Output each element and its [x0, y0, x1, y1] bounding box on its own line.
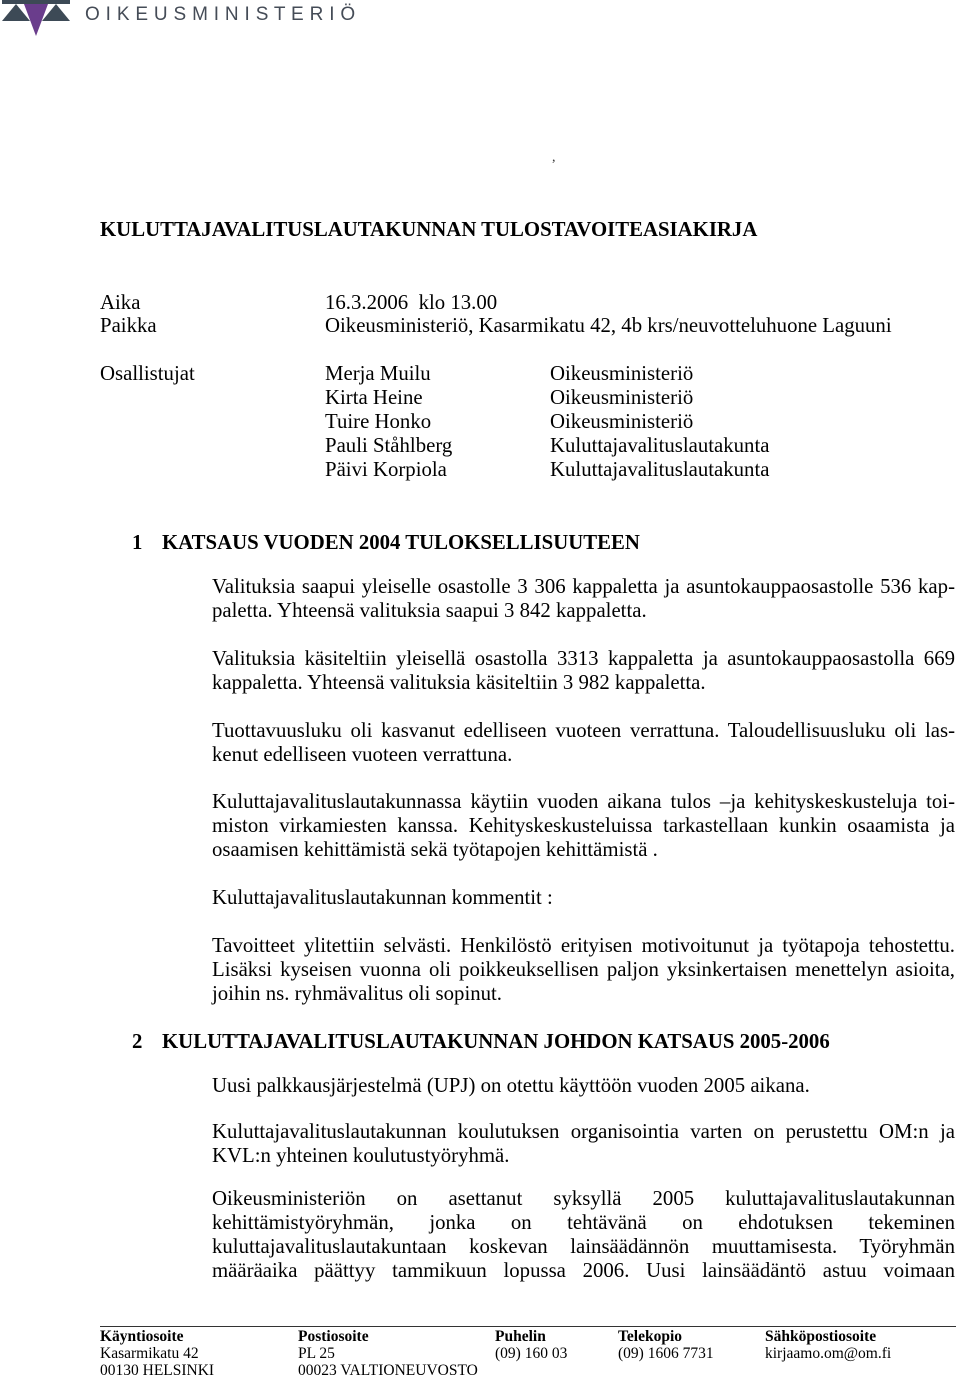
participant-name: Pauli Ståhlberg — [325, 434, 453, 457]
document-title: KULUTTAJAVALITUSLAUTAKUNNAN TULOSTAVOITEASIAKIRJA — [100, 218, 758, 241]
letterhead — [0, 0, 360, 40]
participant-name: Päivi Korpiola — [325, 458, 447, 481]
paragraph-line: osaamisen kehittämistä sekä työtapojen kehittämistä . — [212, 838, 658, 861]
participant-organization: Oikeusministeriö — [550, 362, 694, 385]
footer-label: Sähköpostiosoite — [765, 1328, 877, 1345]
participant-name: Tuire Honko — [325, 410, 432, 433]
paragraph — [212, 886, 955, 910]
section-number: 1 — [132, 531, 143, 554]
footer-value: kirjaamo.om@om.fi — [765, 1345, 892, 1362]
paragraph-line: Uusi palkkausjärjestelmä (UPJ) on otettu käyttöön vuoden 2005 aikana. — [212, 1074, 810, 1097]
paragraph — [212, 575, 955, 623]
participants-label: Osallistujat — [100, 362, 195, 385]
participant-organization: Oikeusministeriö — [550, 386, 694, 409]
footer-postal-address — [298, 1328, 478, 1379]
participant-row — [0, 386, 960, 410]
participant-row — [0, 362, 960, 386]
paragraph — [212, 934, 955, 1006]
footer-divider — [100, 1326, 956, 1327]
paragraph — [212, 719, 955, 767]
paragraph — [212, 790, 955, 862]
footer-value: 00023 VALTIONEUVOSTO — [298, 1362, 478, 1379]
footer-label: Telekopio — [618, 1328, 683, 1345]
organization-name: O I K E U S M I N I S T E R I Ö — [85, 4, 356, 25]
paragraph-line: Valituksia käsiteltiin yleisellä osastolla 3313 kappaletta ja asuntokauppaosastolla 669 — [212, 647, 955, 670]
document-title-row — [0, 218, 960, 242]
participant-row — [0, 434, 960, 458]
time-value: 16.3.2006 klo 13.00 — [325, 291, 498, 314]
paragraph-line: Tavoitteet ylitettiin selvästi. Henkilöstö erityisen motivoitunut ja työtapoja tehostettu. — [212, 934, 955, 957]
paragraph-line: kuluttajavalituslautakuntaan koskevan lainsäädännön muuttamisesta. Työryhmän — [212, 1235, 955, 1258]
participant-name: Kirta Heine — [325, 386, 423, 409]
section-heading-row — [0, 1030, 960, 1054]
participant-row — [0, 458, 960, 482]
footer-value: Kasarmikatu 42 — [100, 1345, 199, 1362]
place-label: Paikka — [100, 314, 157, 337]
participant-name: Merja Muilu — [325, 362, 431, 385]
paragraph-line: joihin ns. ryhmävalitus oli sopinut. — [212, 982, 502, 1005]
footer-label: Puhelin — [495, 1328, 546, 1345]
footer-value: (09) 1606 7731 — [618, 1345, 714, 1362]
paragraph-line: Kuluttajavalituslautakunnan koulutuksen organisointia varten on perustettu OM:n ja — [212, 1120, 955, 1143]
section-heading-row — [0, 531, 960, 555]
scales-emblem-icon — [0, 0, 74, 38]
meeting-place-row — [0, 314, 960, 338]
paragraph-line: miston virkamiesten kanssa. Kehityskeskusteluissa tarkastellaan kunkin osaamista ja — [212, 814, 955, 837]
paragraph-line: kenut edelliseen vuoteen verrattuna. — [212, 743, 513, 766]
footer-value: (09) 160 03 — [495, 1345, 568, 1362]
paragraph-line: Tuottavuusluku oli kasvanut edelliseen vuoteen verrattuna. Taloudellisuusluku oli las- — [212, 719, 955, 742]
footer-phone — [495, 1328, 567, 1362]
footer-fax — [618, 1328, 714, 1362]
time-label: Aika — [100, 291, 141, 314]
footer — [0, 1328, 960, 1379]
participant-organization: Oikeusministeriö — [550, 410, 694, 433]
footer-visit-address — [100, 1328, 214, 1379]
paragraph-line: Oikeusministeriön on asettanut syksyllä 2005 kuluttajavalituslautakunnan — [212, 1187, 955, 1210]
footer-value: 00130 HELSINKI — [100, 1362, 215, 1379]
paragraph — [212, 1074, 955, 1098]
footer-label: Postiosoite — [298, 1328, 369, 1345]
place-value: Oikeusministeriö, Kasarmikatu 42, 4b krs/neuvotteluhuone Laguuni — [325, 314, 892, 337]
paragraph-line: Valituksia saapui yleiselle osastolle 3 306 kappaletta ja asuntokauppaosastolle 536 kap- — [212, 575, 955, 598]
stray-mark: , — [552, 150, 556, 165]
section-heading: KULUTTAJAVALITUSLAUTAKUNNAN JOHDON KATSAUS 2005-2006 — [162, 1030, 830, 1053]
participant-organization: Kuluttajavalituslautakunta — [550, 458, 770, 481]
footer-value: PL 25 — [298, 1345, 335, 1362]
paragraph-line: määräaika päättyy tammikuun lopussa 2006. Uusi lainsäädäntö astuu voimaan — [212, 1259, 955, 1282]
section-heading: KATSAUS VUODEN 2004 TULOKSELLISUUTEEN — [162, 531, 640, 554]
paragraph-line: paletta. Yhteensä valituksia saapui 3 842 kappaletta. — [212, 599, 647, 622]
footer-label: Käyntiosoite — [100, 1328, 184, 1345]
paragraph — [212, 647, 955, 695]
paragraph-line: KVL:n yhteinen koulutustyöryhmä. — [212, 1144, 510, 1167]
paragraph-line: kehittämistyöryhmän, jonka on tehtävänä on ehdotuksen tekeminen — [212, 1211, 955, 1234]
section-number: 2 — [132, 1030, 143, 1053]
paragraph-line: Kuluttajavalituslautakunnan kommentit : — [212, 886, 553, 909]
participant-organization: Kuluttajavalituslautakunta — [550, 434, 770, 457]
footer-email — [765, 1328, 891, 1362]
participant-row — [0, 410, 960, 434]
paragraph-line: Lisäksi kyseisen vuonna oli poikkeuksellisen paljon yksinkertaisen menettelyn asioita, — [212, 958, 955, 981]
paragraph-line: Kuluttajavalituslautakunnassa käytiin vuoden aikana tulos –ja kehityskeskusteluja toi- — [212, 790, 955, 813]
paragraph — [212, 1187, 955, 1283]
paragraph-line: kappaletta. Yhteensä valituksia käsiteltiin 3 982 kappaletta. — [212, 671, 706, 694]
meeting-time-row — [0, 291, 960, 315]
paragraph — [212, 1120, 955, 1168]
